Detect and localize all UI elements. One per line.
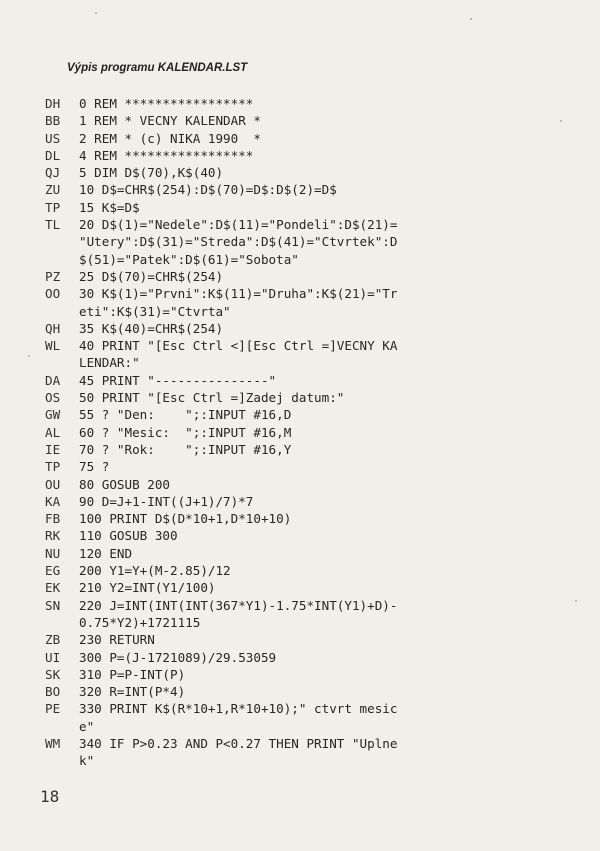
listing-line	[45, 320, 397, 337]
paper-speck	[95, 12, 97, 14]
checksum-code	[45, 752, 79, 769]
checksum-code	[45, 718, 79, 735]
checksum-code: BB	[45, 113, 61, 129]
checksum-code: BO	[45, 684, 61, 700]
code-text: 200 Y1=Y+(M-2.85)/12	[79, 563, 231, 579]
listing-line	[45, 372, 397, 389]
code-text: 310 P=P-INT(P)	[79, 666, 186, 682]
code-text: 110 GOSUB 300	[79, 528, 178, 544]
code-text: 0.75*Y2)+1721115	[79, 614, 201, 630]
listing-line	[45, 493, 397, 510]
checksum-code: RK	[45, 528, 61, 544]
checksum-code: GW	[45, 407, 61, 423]
checksum-code: DL	[45, 147, 61, 163]
checksum-code: OO	[45, 286, 61, 302]
code-text: 120 END	[79, 545, 133, 561]
code-text: 320 R=INT(P*4)	[79, 684, 186, 700]
checksum-code: NU	[45, 545, 61, 561]
code-text: 30 K$(1)="Prvni":K$(11)="Druha":K$(21)="Tr	[79, 286, 398, 302]
checksum-code: AL	[45, 424, 61, 440]
listing-line	[45, 389, 397, 406]
listing-line	[45, 683, 397, 700]
paper-speck	[575, 600, 577, 602]
paper-speck	[470, 18, 472, 20]
checksum-code: OS	[45, 390, 61, 406]
code-text: 10 D$=CHR$(254):D$(70)=D$:D$(2)=D$	[79, 182, 337, 198]
code-text: 1 REM * VECNY KALENDAR *	[79, 113, 261, 129]
listing-line	[45, 458, 397, 475]
listing-line	[45, 579, 397, 596]
listing-line	[45, 354, 397, 371]
code-text: 2 REM * (c) NIKA 1990 *	[79, 130, 261, 146]
code-text: 300 P=(J-1721089)/29.53059	[79, 649, 277, 665]
page-number: 18	[40, 787, 60, 806]
listing-line	[45, 735, 397, 752]
listing-line	[45, 130, 397, 147]
paper-speck	[560, 120, 562, 122]
listing-line	[45, 285, 397, 302]
checksum-code: PZ	[45, 268, 61, 284]
checksum-code: TP	[45, 459, 61, 475]
code-text: 45 PRINT "---------------"	[79, 372, 277, 388]
code-text: 230 RETURN	[79, 632, 155, 648]
code-text: 90 D=J+1-INT((J+1)/7)*7	[79, 493, 254, 509]
listing-line	[45, 527, 397, 544]
checksum-code: WL	[45, 338, 61, 354]
listing-line	[45, 406, 397, 423]
checksum-code	[45, 233, 79, 250]
code-text: LENDAR:"	[79, 355, 140, 371]
listing-line	[45, 718, 397, 735]
checksum-code: QJ	[45, 165, 61, 181]
checksum-code: OU	[45, 476, 61, 492]
listing-title: Výpis programu KALENDAR.LST	[67, 62, 248, 74]
listing-line	[45, 112, 397, 129]
code-text: 210 Y2=INT(Y1/100)	[79, 580, 216, 596]
code-text: 15 K$=D$	[79, 199, 140, 215]
checksum-code: EK	[45, 580, 61, 596]
checksum-code: WM	[45, 735, 61, 751]
checksum-code: DH	[45, 96, 61, 111]
listing-line	[45, 752, 397, 769]
listing-line	[45, 545, 397, 562]
code-text: 220 J=INT(INT(INT(367*Y1)-1.75*INT(Y1)+D)-	[79, 597, 398, 613]
listing-line	[45, 337, 397, 354]
code-text: 330 PRINT K$(R*10+1,R*10+10);" ctvrt mesic	[79, 701, 398, 717]
code-text: 20 D$(1)="Nedele":D$(11)="Pondeli":D$(21)=	[79, 217, 398, 233]
listing-line	[45, 700, 397, 717]
listing-line	[45, 614, 397, 631]
checksum-code: TL	[45, 217, 61, 233]
listing-line	[45, 649, 397, 666]
code-text: e"	[79, 718, 95, 734]
checksum-code: QH	[45, 320, 61, 336]
code-text: 25 D$(70)=CHR$(254)	[79, 268, 224, 284]
code-text: 35 K$(40)=CHR$(254)	[79, 320, 224, 336]
basic-listing	[45, 95, 397, 770]
listing-line	[45, 199, 397, 216]
code-text: 4 REM *****************	[79, 147, 254, 163]
listing-line	[45, 510, 397, 527]
paper-speck	[28, 355, 30, 357]
listing-line	[45, 268, 397, 285]
listing-line	[45, 181, 397, 198]
code-text: 100 PRINT D$(D*10+1,D*10+10)	[79, 511, 292, 527]
code-text: 75 ?	[79, 459, 110, 475]
code-text: 60 ? "Mesic: ";:INPUT #16,M	[79, 424, 292, 440]
code-text: 55 ? "Den: ";:INPUT #16,D	[79, 407, 292, 423]
code-text: 80 GOSUB 200	[79, 476, 170, 492]
code-text: 50 PRINT "[Esc Ctrl =]Zadej datum:"	[79, 390, 345, 406]
checksum-code	[45, 354, 79, 371]
checksum-code	[45, 251, 79, 268]
listing-line	[45, 147, 397, 164]
checksum-code: SN	[45, 597, 61, 613]
checksum-code: EG	[45, 563, 61, 579]
listing-line	[45, 597, 397, 614]
listing-line	[45, 562, 397, 579]
listing-line	[45, 666, 397, 683]
code-text: 70 ? "Rok: ";:INPUT #16,Y	[79, 441, 292, 457]
checksum-code: PE	[45, 701, 61, 717]
checksum-code: TP	[45, 199, 61, 215]
checksum-code: US	[45, 130, 61, 146]
checksum-code: IE	[45, 441, 61, 457]
checksum-code: UI	[45, 649, 61, 665]
code-text: 5 DIM D$(70),K$(40)	[79, 165, 224, 181]
listing-line	[45, 233, 397, 250]
code-text: eti":K$(31)="Ctvrta"	[79, 303, 231, 319]
listing-line	[45, 95, 397, 112]
listing-line	[45, 441, 397, 458]
listing-line	[45, 251, 397, 268]
listing-line	[45, 424, 397, 441]
code-text: "Utery":D$(31)="Streda":D$(41)="Ctvrtek":D	[79, 234, 398, 250]
code-text: 0 REM *****************	[79, 96, 254, 111]
listing-line	[45, 476, 397, 493]
checksum-code: SK	[45, 666, 61, 682]
code-text: k"	[79, 753, 95, 769]
listing-line	[45, 303, 397, 320]
checksum-code: FB	[45, 511, 61, 527]
checksum-code: ZB	[45, 632, 61, 648]
checksum-code	[45, 614, 79, 631]
listing-line	[45, 631, 397, 648]
code-text: 40 PRINT "[Esc Ctrl <][Esc Ctrl =]VECNY KA	[79, 338, 398, 354]
code-text: $(51)="Patek":D$(61)="Sobota"	[79, 251, 299, 267]
listing-line	[45, 164, 397, 181]
checksum-code: ZU	[45, 182, 61, 198]
code-text: 340 IF P>0.23 AND P<0.27 THEN PRINT "Uplne	[79, 735, 398, 751]
checksum-code	[45, 303, 79, 320]
checksum-code: DA	[45, 372, 61, 388]
checksum-code: KA	[45, 493, 61, 509]
listing-line	[45, 216, 397, 233]
